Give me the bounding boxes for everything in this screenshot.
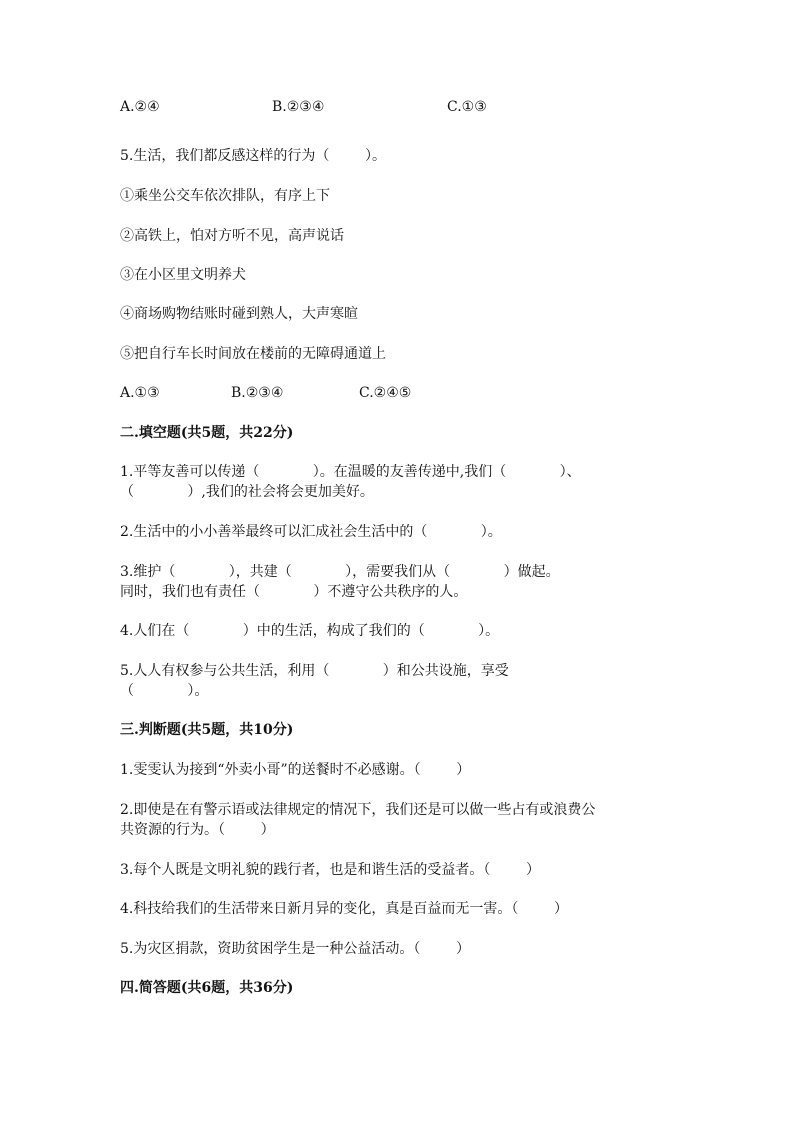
fill-q5-line-1: 5.人人有权参与公共生活，利用（ ）和公共设施，享受 <box>120 663 509 679</box>
judge-q3-line-1: 3.每个人既是文明礼貌的践行者，也是和谐生活的受益者。（ ） <box>120 862 540 878</box>
judge-q5-line-1: 5.为灾区捐款，资助贫困学生是一种公益活动。（ ） <box>120 941 470 957</box>
choice-q5-item-5: ⑤把自行车长时间放在楼前的无障碍通道上 <box>120 346 386 362</box>
fill-q4-line-1: 4.人们在（ ）中的生活，构成了我们的（ ）。 <box>120 623 500 639</box>
fill-q5-line-2: （ ）。 <box>120 683 209 699</box>
choice-q5-stem: 5.生活，我们都反感这样的行为（ ）。 <box>120 148 386 164</box>
prev-option-b: B.②③④ <box>272 99 325 115</box>
prev-option-a: A.②④ <box>120 99 160 115</box>
judge-q2-line-1: 2.即使是在有警示语或法律规定的情况下，我们还是可以做一些占有或浪费公 <box>120 802 596 818</box>
section-4-heading: 四.简答题(共6题，共36分) <box>120 980 294 996</box>
judge-q2-line-2: 共资源的行为。（ ） <box>120 822 275 838</box>
fill-q1-line-1: 1.平等友善可以传递（ ）。在温暖的友善传递中,我们（ ）、 <box>120 464 581 480</box>
judge-q1-line-1: 1.雯雯认为接到“外卖小哥”的送餐时不必感谢。（ ） <box>120 762 471 778</box>
choice-q5-option-c: C.②④⑤ <box>359 385 412 401</box>
fill-q1-line-2: （ ）,我们的社会将会更加美好。 <box>120 484 374 500</box>
choice-q5-item-2: ②高铁上，怕对方听不见，高声说话 <box>120 228 344 244</box>
judge-q4-line-1: 4.科技给我们的生活带来日新月异的变化，真是百益而无一害。（ ） <box>120 901 568 917</box>
choice-q5-item-3: ③在小区里文明养犬 <box>120 267 246 283</box>
choice-q5-option-b: B.②③④ <box>231 385 284 401</box>
section-2-heading: 二.填空题(共5题，共22分) <box>120 425 294 441</box>
section-3-heading: 三.判断题(共5题，共10分) <box>120 722 294 738</box>
fill-q3-line-2: 同时，我们也有责任（ ）不遵守公共秩序的人。 <box>120 584 468 600</box>
fill-q3-line-1: 3.维护（ ），共建（ ），需要我们从（ ）做起。 <box>120 564 560 580</box>
choice-q5-option-a: A.①③ <box>120 385 160 401</box>
fill-q2-line-1: 2.生活中的小小善举最终可以汇成社会生活中的（ ）。 <box>120 524 502 540</box>
choice-q5-item-4: ④商场购物结账时碰到熟人，大声寒暄 <box>120 306 358 322</box>
prev-option-c: C.①③ <box>447 99 487 115</box>
choice-q5-item-1: ①乘坐公交车依次排队，有序上下 <box>120 188 330 204</box>
